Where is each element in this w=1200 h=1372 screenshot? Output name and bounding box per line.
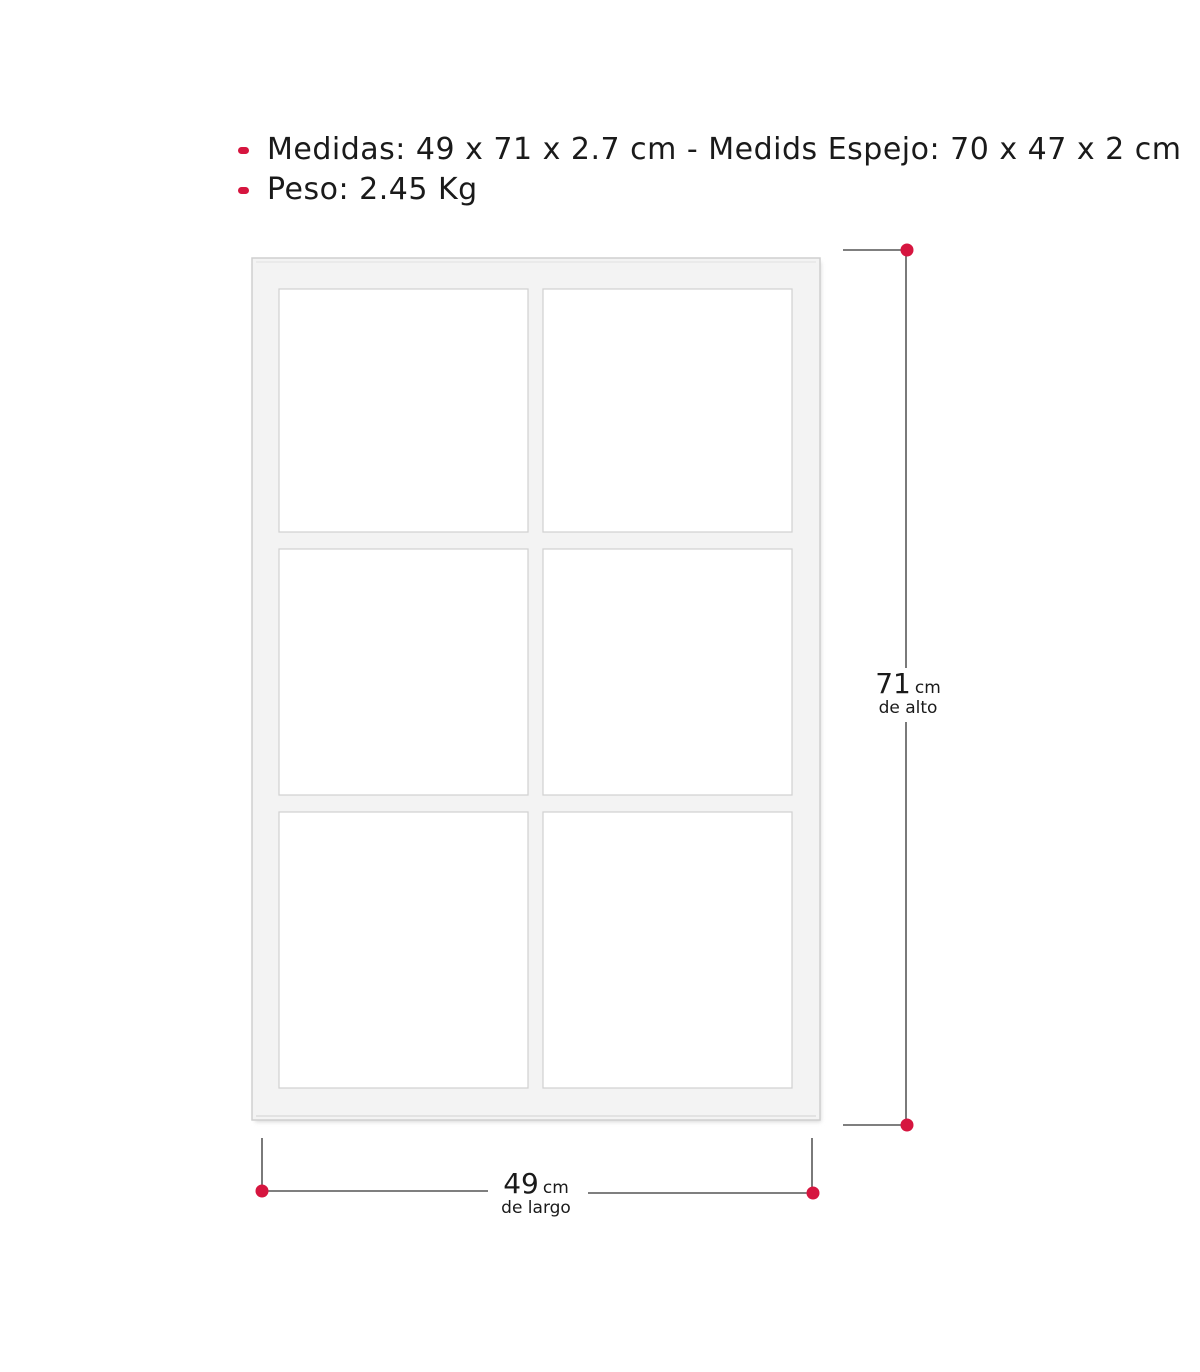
pane-bottom-left — [279, 812, 528, 1088]
window-mirror-frame — [252, 258, 821, 1122]
pane-bottom-right — [543, 812, 792, 1088]
pane-top-right — [543, 289, 792, 532]
pane-top-left — [279, 289, 528, 532]
spec-measurements-text: Medidas: 49 x 71 x 2.7 cm - Medids Espejo: 70 x 47 x 2 cm — [267, 132, 1182, 167]
width-value: 49 — [503, 1167, 539, 1200]
width-left-marker — [256, 1185, 269, 1198]
pane-middle-right — [543, 549, 792, 795]
height-desc: de alto — [878, 698, 938, 718]
height-value: 71 — [875, 667, 911, 700]
width-desc: de largo — [501, 1198, 571, 1218]
width-unit: cm — [542, 1178, 569, 1198]
pane-middle-left — [279, 549, 528, 795]
height-label — [860, 667, 956, 718]
spec-weight-text: Peso: 2.45 Kg — [267, 172, 478, 207]
width-right-marker — [807, 1187, 820, 1200]
height-bottom-marker — [901, 1119, 914, 1132]
height-top-marker — [901, 244, 914, 257]
width-label — [476, 1167, 596, 1218]
height-unit: cm — [914, 678, 941, 698]
